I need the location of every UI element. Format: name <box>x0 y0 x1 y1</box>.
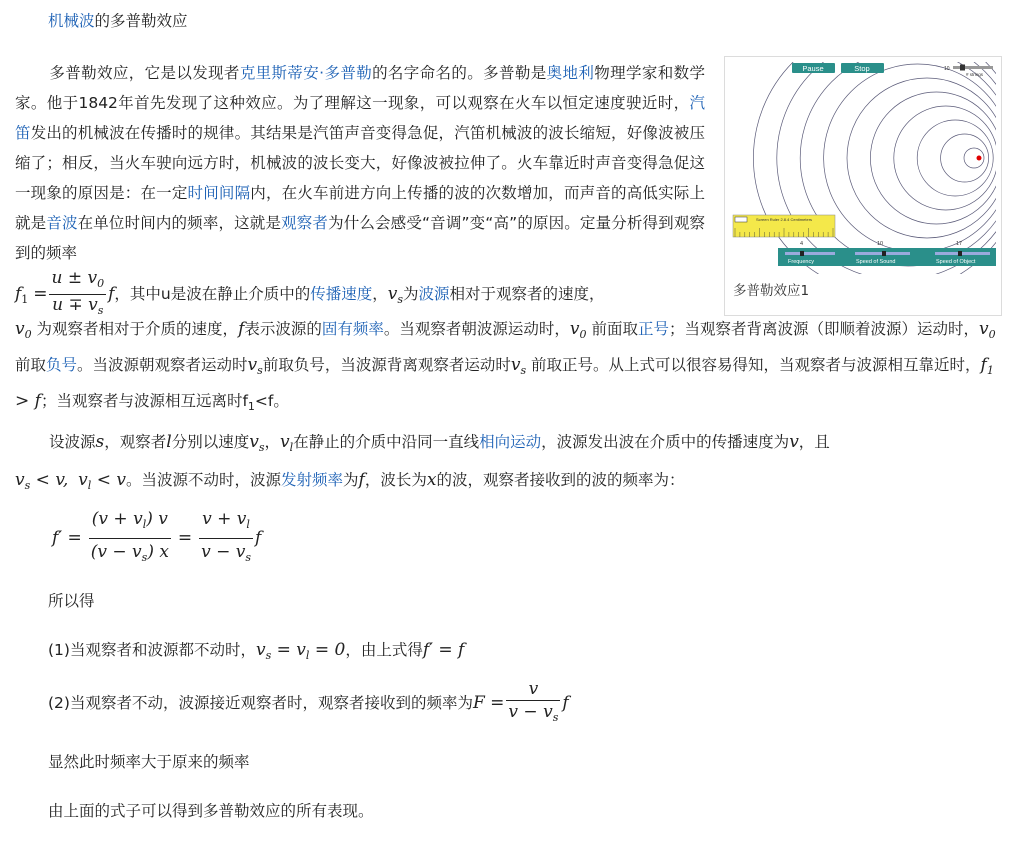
figure-caption: 多普勒效应1 <box>733 283 810 299</box>
speed-of-object-thumb[interactable] <box>958 251 962 256</box>
text: 相对于观察者的速度， <box>449 285 605 303</box>
speed-of-sound-thumb[interactable] <box>882 251 886 256</box>
symbol-vs: $v_s$ <box>387 284 404 306</box>
wave-source-dot <box>977 156 982 161</box>
symbol-s: s <box>95 432 105 452</box>
symbol-vs: $v_s$ <box>249 432 265 454</box>
link-natural-frequency[interactable]: 固有频率 <box>321 320 384 338</box>
link-propagation-speed[interactable]: 传播速度 <box>310 285 373 303</box>
title-link-mechanical-wave[interactable]: 机械波 <box>48 12 95 30</box>
page-title <box>48 8 188 34</box>
symbol-x: x <box>426 470 437 490</box>
frequency-slider-thumb[interactable] <box>800 251 804 256</box>
text: ，其中u是波在静止介质中的 <box>114 285 311 303</box>
link-observer[interactable]: 观察者 <box>281 214 329 232</box>
tick-label-4: 4 <box>800 241 804 247</box>
case-1: (1)当观察者和波源都不动时，$v_s = v_l = 0$，由上式得f′ = f <box>48 640 465 662</box>
doppler-figure <box>724 56 1002 316</box>
paragraph-setup <box>15 426 1000 502</box>
text: 为 <box>403 285 419 303</box>
symbol-v0: $v_0$ <box>15 319 32 341</box>
text: 在静止的介质中沿同一直线 <box>293 433 480 451</box>
text: ，波源发出波在介质中的传播速度为 <box>541 433 790 451</box>
case-2: (2)当观察者不动，波源接近观察者时，观察者接收到的频率为F = $\frac{v}{v - v_s}$ f <box>48 679 569 724</box>
text: 。当波源朝观察者运动时 <box>77 356 248 374</box>
link-relative-motion[interactable]: 相向运动 <box>479 433 542 451</box>
link-wave-source[interactable]: 波源 <box>418 285 450 303</box>
text-therefore: 所以得 <box>48 592 95 610</box>
text: 在单位时间内的频率，这就是 <box>77 214 282 232</box>
pause-button-label: Pause <box>802 64 824 73</box>
text-conclusion: 由上面的式子可以得到多普勒效应的所有表现。 <box>48 802 374 820</box>
link-christian-doppler[interactable]: 克里斯蒂安·多普勒 <box>239 64 373 82</box>
link-sound-wave[interactable]: 音波 <box>46 214 78 232</box>
text: 的波，观察者接收到的波的频率为： <box>436 471 685 489</box>
text: <f。 <box>254 392 289 410</box>
equation-observed-frequency: f′ = $\frac{(v + v_l) v}{(v - v_s) x}$ = $\frac{v + v_l}{v - v_s}$ f <box>52 506 261 571</box>
text: 。当观察者朝波源运动时， <box>383 320 570 338</box>
text: ，观察者 <box>104 433 167 451</box>
speed-of-object-slider[interactable] <box>935 252 990 255</box>
link-austria[interactable]: 奥地利 <box>546 64 595 82</box>
symbol-vl: $v_l$ <box>280 432 294 454</box>
text: 前取负号，当波源背离观察者运动时 <box>262 356 511 374</box>
text: 发出的机械波在传播时的规律。其结果是汽笛声音变得急促，汽笛机械波的波长缩短，好像波被压缩了；相反，当火车驶向远方时，机械波的波长变大，好像波被拉伸了。火车靠近时声音变得急促这一现象的原因是：在一定 <box>15 124 705 202</box>
tick-label-10: 10 <box>877 241 884 247</box>
doppler-animation <box>730 62 996 274</box>
text: ， <box>372 285 388 303</box>
link-time-interval[interactable]: 时间间隔 <box>187 184 251 202</box>
text: 为什么会感受“音调”变“高”的原因。定量分析得到观察到的频率 <box>15 214 705 262</box>
symbol-f: f <box>238 319 245 339</box>
text: 分别以速度 <box>171 433 250 451</box>
paragraph-intro-continued <box>15 314 1000 422</box>
inequality-f1-gt-f: $f_1 > f$ <box>15 355 994 411</box>
symbol-vs: $v_s$ <box>247 355 263 377</box>
text: 的名字命名的。多普勒是 <box>372 64 547 82</box>
strings-slider-thumb[interactable] <box>960 65 965 71</box>
title-rest: 的多普勒效应 <box>94 12 188 30</box>
strings-slider-label: # strings <box>966 72 984 77</box>
stop-button-label: Stop <box>854 64 870 73</box>
text: 前面取 <box>591 320 638 338</box>
inequality-vl-lt-v: $v_l < v$ <box>78 470 126 492</box>
paragraph-intro <box>15 58 705 321</box>
frequency-label: Frequency <box>788 259 814 265</box>
text: 多普勒效应，它是以发现者 <box>49 64 240 82</box>
subscript: 1 <box>247 400 255 413</box>
symbol-l: l <box>166 432 172 452</box>
tick-label-17: 17 <box>956 241 963 247</box>
ruler-title: Screen Ruler 2.8.4 Centimeters <box>756 217 813 222</box>
text: ，波长为 <box>364 471 427 489</box>
text: 为观察者相对于介质的速度， <box>36 320 239 338</box>
speed-of-sound-label: Speed of Sound <box>856 259 896 265</box>
link-emission-frequency[interactable]: 发射频率 <box>281 471 344 489</box>
text: ， <box>264 433 280 451</box>
text: 前取 <box>15 356 47 374</box>
text: 表示波源的 <box>244 320 322 338</box>
symbol-v0: $v_0$ <box>569 319 587 341</box>
link-whistle[interactable]: 汽笛 <box>15 94 705 142</box>
strings-slider-track[interactable] <box>953 66 993 69</box>
strings-slider-value: 10 <box>944 66 950 72</box>
formula-f1: $f_1$ = $\frac{u \pm v_0}{u \mp v_s}$ f <box>15 268 115 317</box>
text: 前取正号。从上式可以很容易得知，当观察者与波源相互靠近时， <box>531 356 981 374</box>
ruler-icon <box>735 217 747 222</box>
symbol-vs: $v_s$ <box>510 355 527 377</box>
link-plus-sign[interactable]: 正号 <box>637 320 669 338</box>
text: ；当观察者背离波源（即顺着波源）运动时， <box>668 320 979 338</box>
text: 物理学家和数学家。他于1842年首先发现了这种效应。为了理解这一现象，可以观察在火车以恒定速度驶近时， <box>15 64 705 112</box>
speed-of-object-label: Speed of Object <box>936 259 976 265</box>
frequency-slider[interactable] <box>785 252 835 255</box>
link-minus-sign[interactable]: 负号 <box>46 356 78 374</box>
text-obviously: 显然此时频率大于原来的频率 <box>48 753 250 771</box>
text: 。当波源不动时，波源 <box>125 471 281 489</box>
text: 内，在火车前进方向上传播的波的次数增加，而声音的高低实际上就是 <box>15 184 705 232</box>
text: 为 <box>343 471 359 489</box>
symbol-v: v <box>789 432 799 452</box>
text: 设波源 <box>49 433 96 451</box>
text: ，且 <box>798 433 830 451</box>
inequality-vs-lt-v: $v_s < v$, <box>15 470 69 492</box>
symbol-f: f <box>358 470 365 490</box>
text: ；当观察者与波源相互远离时f <box>40 392 248 410</box>
symbol-v0: $v_0$ <box>979 319 996 341</box>
